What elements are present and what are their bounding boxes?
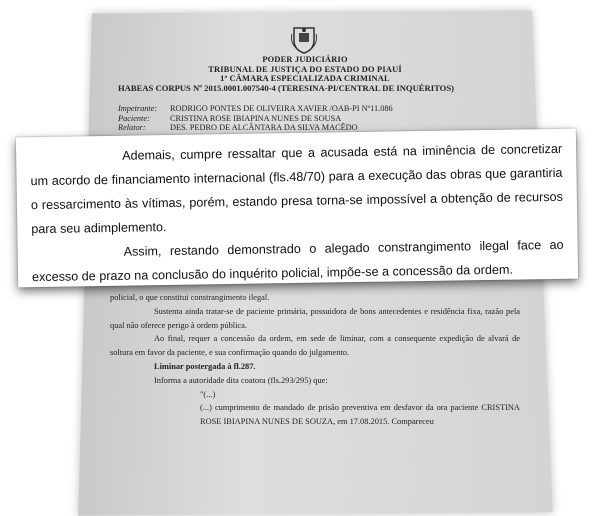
meta-value: DES. PEDRO DE ALCÂNTARA DA SILVA MACÊDO xyxy=(170,123,358,133)
case-title: HABEAS CORPUS Nº 2015.0001.007540-4 (TERESINA-PI/CENTRAL DE INQUÉRITOS) xyxy=(118,83,454,93)
body-paragraph: Sustenta ainda tratar-se de paciente primária, possuidora de bons antecedentes e residência fixa, razão pela qual não oferece perigo à ordem pública. xyxy=(110,306,520,330)
body-paragraph: Liminar postergada à fl.287. xyxy=(154,361,256,371)
coat-of-arms-icon xyxy=(290,24,318,54)
body-paragraph: (...) cumprimento de mandado de prisão preventiva em desfavor da ora paciente CRISTINA ROSE IBIAPINA NUNES DE SOUZA, em 17.08.2015. Compareceu xyxy=(200,403,520,427)
court-header xyxy=(170,55,440,84)
meta-row-paciente xyxy=(118,114,498,124)
meta-key: Paciente: xyxy=(118,113,150,123)
meta-key: Relator: xyxy=(118,123,146,133)
header-line: PODER JUDICIÁRIO xyxy=(262,55,348,64)
body-paragraph: Ao final, requer a concessão da ordem, em sede de liminar, com a consequente expedição de alvará de soltura em favor da paciente, e sua confirmação quando do julgamento. xyxy=(110,334,520,358)
excerpt-paragraph: Ademais, cumpre ressaltar que a acusada está na iminência de concretizar um acordo de financiamento internacional (fls.48/70) para a execução das obras que garantiria o ressarcimento às vítimas, porém, estando presa torna-se impossível a obtenção de recursos para seu adimplemento. xyxy=(30,141,563,237)
excerpt-text xyxy=(30,137,564,289)
case-metadata xyxy=(118,104,498,133)
body-paragraph: "(...) xyxy=(200,389,216,399)
excerpt-paragraph: Assim, restando demonstrado o alegado constrangimento ilegal face ao excesso de prazo na conclusão do inquérito policial, impõe-se a concessão da ordem. xyxy=(31,237,564,285)
meta-key: Impetrante: xyxy=(118,104,158,113)
header-line: 1ª CÂMARA ESPECIALIZADA CRIMINAL xyxy=(220,74,390,83)
meta-value: RODRIGO PONTES DE OLIVEIRA XAVIER /OAB-PI Nº11.086 xyxy=(170,104,393,113)
meta-row-impetrante xyxy=(118,104,498,114)
document-body xyxy=(110,291,520,429)
meta-value: CRISTINA ROSE IBIAPINA NUNES DE SOUSA xyxy=(170,113,342,123)
body-paragraph: policial, o que constitui constrangimento ilegal. xyxy=(110,293,270,302)
highlighted-excerpt xyxy=(16,129,578,288)
header-line: TRIBUNAL DE JUSTIÇA DO ESTADO DO PIAUÍ xyxy=(208,64,402,74)
body-paragraph: Informa a autoridade dita coatora (fls.293/295) que: xyxy=(154,375,328,385)
